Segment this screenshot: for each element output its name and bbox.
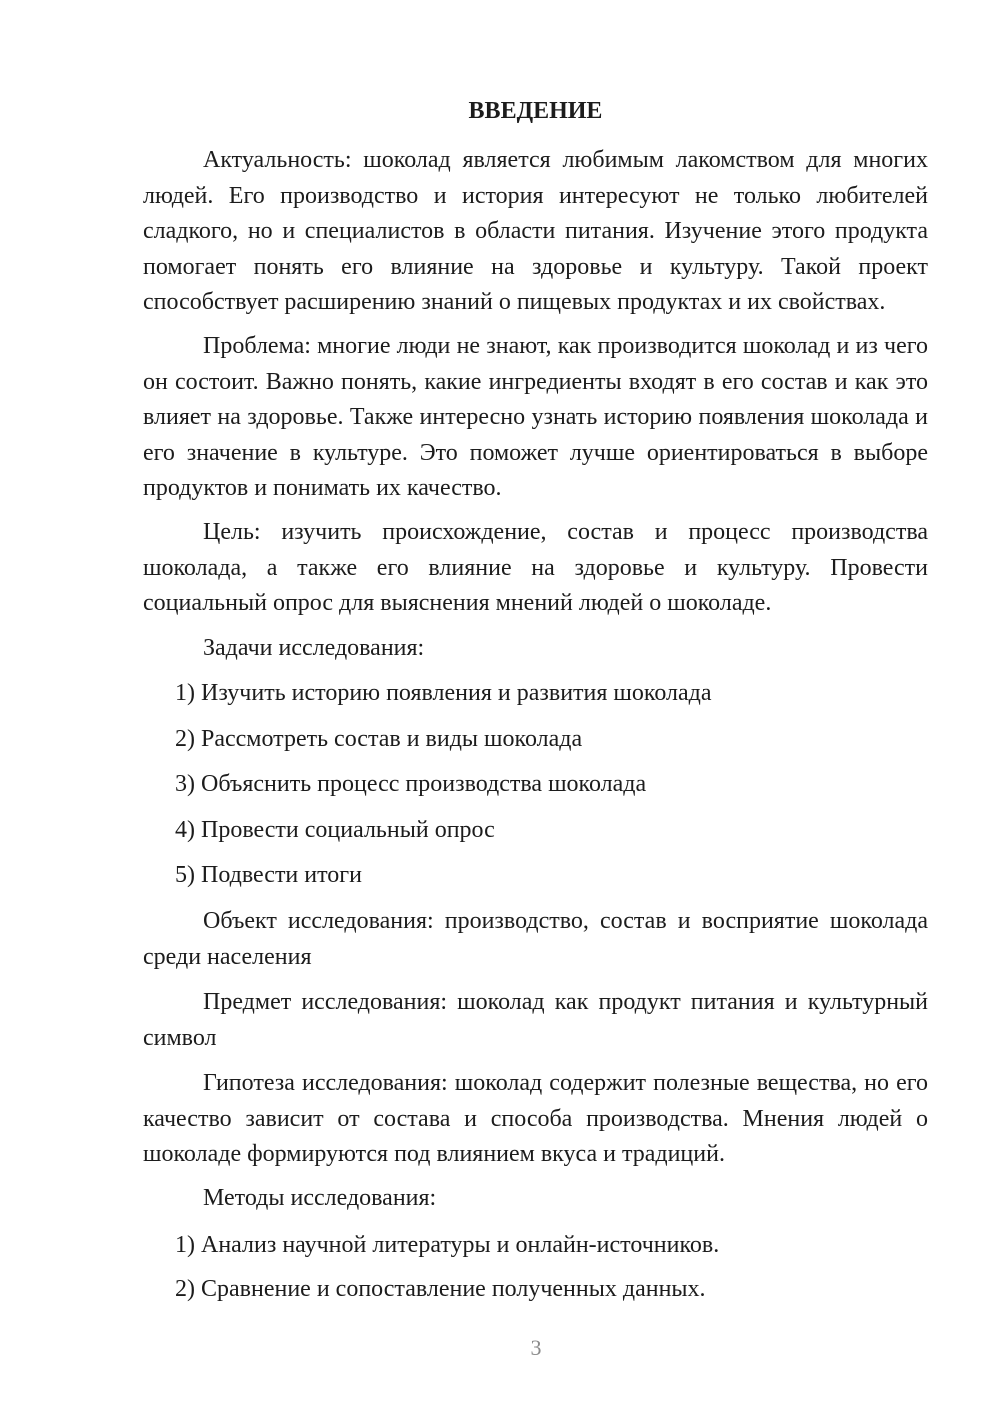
object-paragraph: Объект исследования: производство, состав и восприятие шоколада среди населения	[143, 908, 928, 970]
task-item: 4) Провести социальный опрос	[175, 817, 495, 843]
method-item: 1) Анализ научной литературы и онлайн-источников.	[175, 1232, 720, 1258]
task-item: 2) Рассмотреть состав и виды шоколада	[175, 726, 583, 752]
hypothesis-paragraph: Гипотеза исследования: шоколад содержит полезные вещества, но его качество зависит от состава и способа производства. Мнения людей о шоколаде формируются под влиянием вкуса и традиций.	[143, 1070, 928, 1167]
task-item: 5) Подвести итоги	[175, 862, 362, 888]
tasks-heading: Задачи исследования:	[203, 635, 425, 661]
problem-paragraph: Проблема: многие люди не знают, как производится шоколад и из чего он состоит. Важно понять, какие ингредиенты входят в его состав и как это влияет на здоровье. Также интересно узнать историю появления шоколада и его значение в культуре. Это поможет лучше ориентироваться в выборе продуктов и понимать их качество.	[143, 333, 928, 501]
method-item: 2) Сравнение и сопоставление полученных данных.	[175, 1276, 706, 1302]
task-item: 3) Объяснить процесс производства шоколада	[175, 771, 647, 797]
relevance-paragraph: Актуальность: шоколад является любимым лакомством для многих людей. Его производство и история интересуют не только любителей сладкого, но и специалистов в области питания. Изучение этого продукта помогает понять его влияние на здоровье и культуру. Такой проект способствует расширению знаний о пищевых продуктах и их свойствах.	[143, 147, 928, 315]
section-heading: ВВЕДЕНИЕ	[468, 98, 603, 124]
page-number: 3	[530, 1335, 542, 1360]
subject-paragraph-line1	[143, 985, 928, 1056]
subject-text: Предмет исследования: шоколад как продукт питания и культурный символ	[143, 989, 928, 1051]
task-item: 1) Изучить историю появления и развития шоколада	[175, 680, 712, 706]
goal-paragraph: Цель: изучить происхождение, состав и процесс производства шоколада, а также его влияние на здоровье и культуру. Провести социальный опрос для выяснения мнений людей о шоколаде.	[143, 519, 928, 616]
methods-heading: Методы исследования:	[203, 1185, 437, 1211]
